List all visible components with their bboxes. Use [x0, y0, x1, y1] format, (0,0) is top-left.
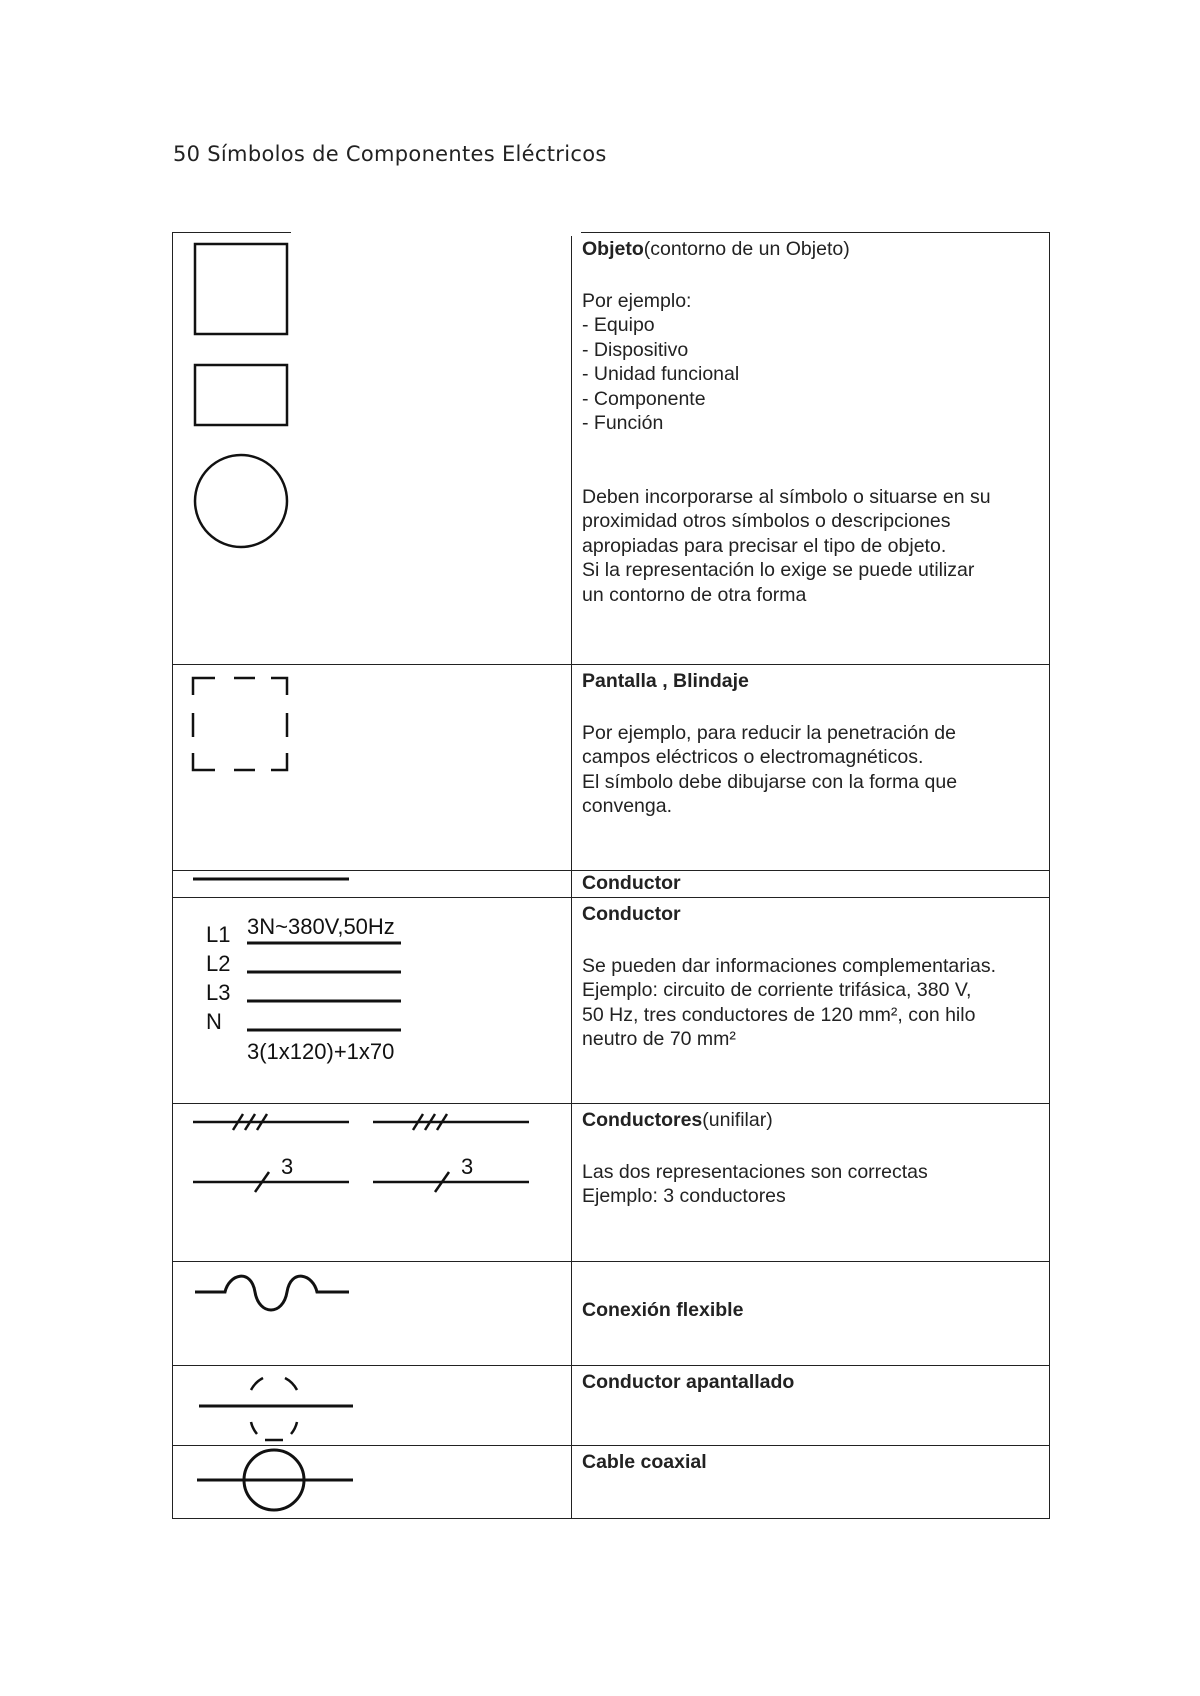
list-item: - Componente [582, 387, 706, 410]
phase-label: N [206, 1009, 222, 1034]
row-title: Pantalla , Blindaje [582, 670, 749, 692]
list-item: - Unidad funcional [582, 363, 740, 385]
conductor-line-icon [173, 871, 571, 896]
conductors-unifilar-icon [173, 1104, 571, 1260]
phase-label: L2 [206, 951, 231, 976]
row-title-suffix: (unifilar) [702, 1109, 773, 1131]
description-line: campos eléctricos o electromagnéticos. [582, 746, 924, 768]
page-title: 50 Símbolos de Componentes Eléctricos [173, 142, 607, 166]
three-phase-conductor-icon [173, 898, 571, 1102]
description-line: Las dos representaciones son correctas [582, 1160, 928, 1183]
list-item: - Equipo [582, 314, 655, 336]
flexible-connection-icon [173, 1262, 571, 1364]
description-cell [572, 665, 1050, 871]
conductor-count-label: 3 [461, 1154, 474, 1179]
description-line: Por ejemplo, para reducir la penetración de [582, 721, 956, 744]
symbol-cell [173, 233, 572, 665]
description-line: Se pueden dar informaciones complementarias. [582, 954, 997, 977]
list-item: - Función [582, 412, 664, 434]
screen-shield-dashed-square-icon [173, 665, 571, 869]
symbol-cell [173, 1262, 572, 1366]
table-row [173, 1262, 1050, 1366]
example-intro: Por ejemplo: [582, 289, 692, 312]
symbols-table [172, 232, 1050, 1519]
row-title: Objeto [582, 238, 644, 260]
description-line: proximidad otros símbolos o descripciones [582, 510, 951, 532]
cable-spec-label: 3(1x120)+1x70 [247, 1039, 395, 1064]
symbol-cell [173, 665, 572, 871]
row-title: Cable coaxial [582, 1451, 707, 1473]
description-cell [572, 1446, 1050, 1519]
table-row [173, 1366, 1050, 1446]
table-row [173, 898, 1050, 1104]
description-line: convenga. [582, 795, 672, 817]
description-line: apropiadas para precisar el tipo de objeto. [582, 534, 947, 557]
description-cell [572, 233, 1050, 665]
table-row [173, 1104, 1050, 1262]
shielded-conductor-icon [173, 1366, 571, 1444]
symbol-cell [173, 1104, 572, 1262]
row-title: Conductor [582, 872, 681, 894]
row-title-suffix: (contorno de un Objeto) [643, 238, 850, 260]
description-cell [572, 1262, 1050, 1366]
description-line: El símbolo debe dibujarse con la forma que [582, 770, 958, 793]
description-cell [572, 871, 1050, 898]
description-line: un contorno de otra forma [582, 583, 807, 606]
symbol-cell [173, 1366, 572, 1446]
table-row [173, 665, 1050, 871]
description-cell [572, 1104, 1050, 1262]
table-row [173, 1446, 1050, 1519]
description-line: Deben incorporarse al símbolo o situarse en su [582, 485, 991, 508]
row-title: Conductor apantallado [582, 1371, 795, 1393]
row-title: Conductores [582, 1109, 703, 1131]
description-line: Ejemplo: 3 conductores [582, 1185, 786, 1207]
phase-label: L3 [206, 980, 231, 1005]
row-title: Conexión flexible [582, 1299, 744, 1322]
description-cell [572, 1366, 1050, 1446]
object-outline-square-rectangle-circle-icon [173, 233, 571, 663]
phase-label: L1 [206, 922, 231, 947]
description-line: Si la representación lo exige se puede utilizar [582, 559, 975, 581]
symbol-cell [173, 898, 572, 1104]
coaxial-cable-icon [173, 1446, 571, 1517]
description-line: 50 Hz, tres conductores de 120 mm², con hilo [582, 1003, 976, 1026]
row-title: Conductor [582, 903, 681, 925]
symbol-cell [173, 1446, 572, 1519]
description-line: neutro de 70 mm² [582, 1028, 736, 1050]
supply-spec-label: 3N~380V,50Hz [247, 914, 395, 939]
description-line: Ejemplo: circuito de corriente trifásica, 380 V, [582, 979, 972, 1001]
table-row [173, 871, 1050, 898]
symbol-cell [173, 871, 572, 898]
table-row [173, 233, 1050, 665]
conductor-count-label: 3 [281, 1154, 294, 1179]
description-cell [572, 898, 1050, 1104]
list-item: - Dispositivo [582, 338, 689, 361]
